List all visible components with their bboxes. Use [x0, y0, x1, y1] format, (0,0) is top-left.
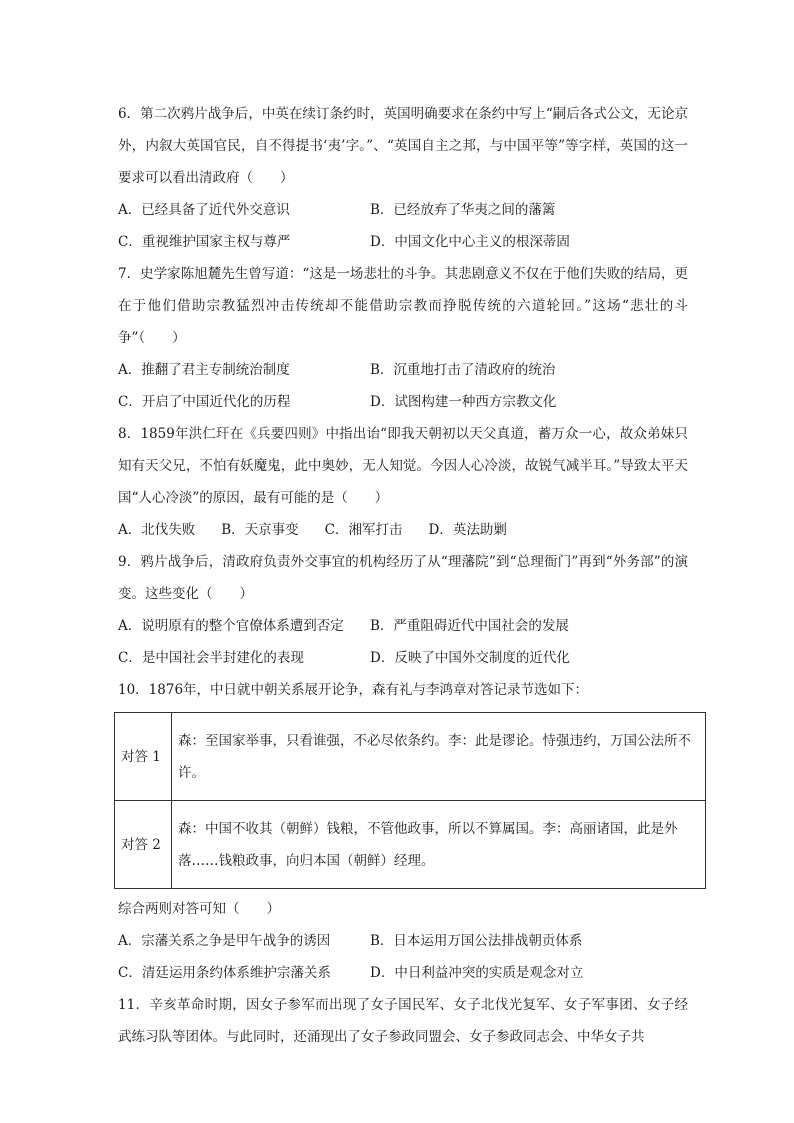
options: [118, 194, 688, 258]
question-stem: 9．鸦片战争后，清政府负责外交事宜的机构经历了从“理藩院”到“总理衙门”再到“外务部”的演变。这些变化（ ）: [118, 554, 688, 602]
option-a[interactable]: A．说明原有的整个官僚体系遭到否定: [118, 618, 344, 634]
option-c[interactable]: C．重视维护国家主权与尊严: [118, 234, 291, 250]
option-b[interactable]: B．严重阻碍近代中国社会的发展: [370, 618, 569, 634]
question-11: [118, 989, 688, 1053]
option-c[interactable]: C．是中国社会半封建化的表现: [118, 650, 304, 666]
option-b[interactable]: B．已经放弃了华夷之间的藩篱: [370, 202, 556, 218]
option-d[interactable]: D．英法助剿: [428, 522, 507, 538]
row-text: 森：中国不收其（朝鲜）钱粮，不管他政事，所以不算属国。李：高丽诸国，此是外落……钱粮政事，向归本国（朝鲜）经理。: [172, 801, 706, 889]
row-label: 对答 2: [115, 801, 172, 889]
option-a[interactable]: A．已经具备了近代外交意识: [118, 202, 290, 218]
option-c[interactable]: C．开启了中国近代化的历程: [118, 394, 291, 410]
option-d[interactable]: D．试图构建一种西方宗教文化: [370, 394, 557, 410]
dialogue-table: [114, 712, 706, 889]
question-stem: 6．第二次鸦片战争后，中英在续订条约时，英国明确要求在条约中写上“嗣后各式公文，无论京外，内叙大英国官民，自不得提书‘夷’字。”、“英国自主之邦，与中国平等”等字样，英国的这一要求可以看出清政府（ ）: [118, 106, 688, 186]
options: [118, 610, 688, 674]
option-b[interactable]: B．日本运用万国公法排战朝贡体系: [370, 933, 583, 949]
options: [118, 514, 688, 546]
option-d[interactable]: D．中国文化中心主义的根深蒂固: [370, 234, 570, 250]
row-text: 森：至国家举事，只看谁强，不必尽依条约。李：此是谬论。恃强违约，万国公法所不许。: [172, 713, 706, 801]
question-7: [118, 258, 688, 418]
table-row: [115, 801, 706, 889]
question-stem: 8．1859年洪仁玕在《兵要四则》中指出诒“即我天朝初以天父真道，蓄万众一心，故众弟妹只知有天父兄，不怕有妖魔鬼，此中奥妙，无人知觉。今因人心冷淡，故锐气减半耳。”导致太平天国“人心冷淡”的原因，最有可能的是（ ）: [118, 426, 688, 506]
option-b[interactable]: B．天京事变: [221, 522, 299, 538]
question-stem: 11．辛亥革命时期，因女子参军而出现了女子国民军、女子北伐光复军、女子军事团、女子经武练习队等团体。与此同时，还涌现出了女子参政同盟会、女子参政同志会、中华女子共: [118, 997, 688, 1045]
question-stem: 7．史学家陈旭麓先生曾写道：“这是一场悲壮的斗争。其悲剧意义不仅在于他们失败的结局，更在于他们借助宗教猛烈冲击传统却不能借助宗教而挣脱传统的六道轮回。”这场“悲壮的斗争”（ ）: [118, 266, 688, 346]
question-prompt: 综合两则对答可知（ ）: [118, 901, 280, 917]
row-label: 对答 1: [115, 713, 172, 801]
question-stem: 10．1876年，中日就中朝关系展开论争，森有礼与李鸿章对答记录节选如下：: [118, 682, 589, 698]
question-6: [118, 98, 688, 258]
question-list: [118, 98, 691, 1053]
options: [118, 354, 688, 418]
table-row: [115, 713, 706, 801]
question-10: [118, 674, 691, 989]
options: [118, 925, 688, 989]
option-d[interactable]: D．中日利益冲突的实质是观念对立: [370, 965, 584, 981]
option-c[interactable]: C．清廷运用条约体系维护宗藩关系: [118, 965, 331, 981]
question-9: [118, 546, 688, 674]
option-a[interactable]: A．推翻了君主专制统治制度: [118, 362, 290, 378]
option-d[interactable]: D．反映了中国外交制度的近代化: [370, 650, 570, 666]
option-a[interactable]: A．宗藩关系之争是甲午战争的诱因: [118, 933, 331, 949]
option-b[interactable]: B．沉重地打击了清政府的统治: [370, 362, 556, 378]
question-8: [118, 418, 688, 546]
option-c[interactable]: C．湘军打击: [324, 522, 403, 538]
option-a[interactable]: A．北伐失败: [118, 522, 196, 538]
